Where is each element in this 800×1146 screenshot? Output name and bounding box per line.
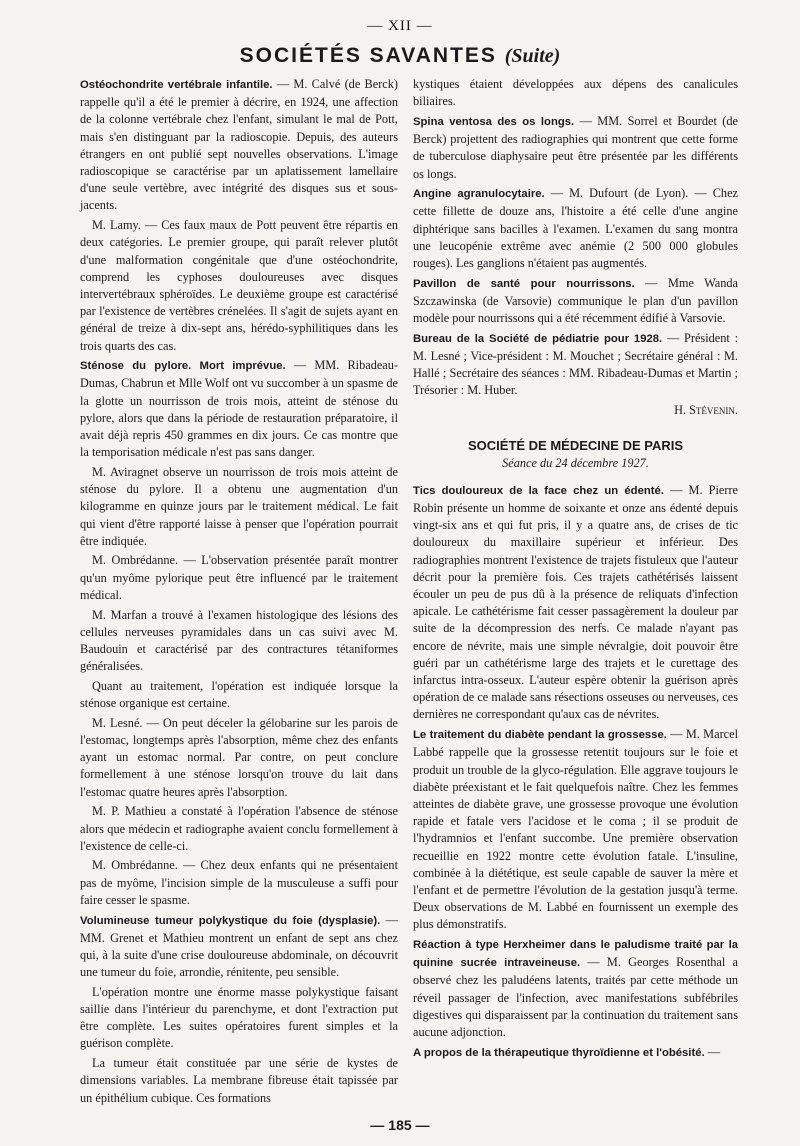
body-text: — M. Georges Rosenthal a observé chez les paludéens latents, traités par cette méthode un réveil passager de l'infection, avec manifestations subfébriles digestives qui disparaissent par la continuation du traitement sans aucune adjonction. (413, 955, 738, 1040)
body-text: — M. Marcel Labbé rappelle que la grossesse retentit toujours sur le foie et produit un trouble de la glyco-régulation. Elle aggrave toujours le diabète préexistant et le fait quelquefois naître. Chez les femmes atteintes de diabète grave, une grossesse provoque une évolution rapide et fatale vers l'acidose et le coma ; il se produit de l'hydramnios et l'enfant succombe. Une première observation recueillie en 1922 montre cette évolution fatale. L'insuline, combinée à la diététique, est seule capable de sauver la mère et l'enfant et de permettre l'évolution de la gestation jusqu'à terme. Deux observations de M. Labbé en fournissent un exemple des plus démonstratifs. (413, 727, 738, 932)
title-main: SOCIÉTÉS SAVANTES (239, 44, 497, 67)
paragraph: M. Ombrédanne. — L'observation présentée paraît montrer qu'un myôme pylorique peut être influencé par le traitement médical. (80, 553, 398, 602)
heading-thyroidienne: A propos de la thérapeutique thyroïdienne et l'obésité. (413, 1046, 705, 1059)
article-tumeur (80, 912, 398, 982)
article-osteochondrite (80, 76, 398, 215)
page-title (0, 44, 800, 68)
paragraph: L'opération montre une énorme masse polykystique faisant saillie dans l'intérieur du parenchyme, et dont l'extraction put être complète. Les suites opératoires furent simples et la guérison complète. (80, 984, 398, 1051)
article-tics (413, 482, 738, 724)
right-column (413, 76, 738, 1064)
paragraph: M. Aviragnet observe un nourrisson de trois mois atteint de sténose du pylore. Il a obtenu une augmentation d'un kilogramme en quinze jours par le traitement médical. Le fait qui vient d'être rapporté laisse à penser que l'opération pourrait être indiquée. (80, 464, 398, 548)
body-text: — Mme Wanda Szczawinska (de Varsovie) communique le plan d'un pavillon modèle pour nourrissons qui a été récemment édifié à Varsovie. (413, 275, 738, 326)
signature: H. Stévenin. (674, 403, 738, 418)
heading-osteochondrite: Ostéochondrite vertébrale infantile. (80, 79, 273, 91)
heading-diabete: Le traitement du diabète pendant la grossesse. (413, 729, 667, 742)
article-spina (413, 113, 738, 183)
body-text: — (704, 1044, 721, 1059)
heading-spina: Spina ventosa des os longs. (413, 115, 575, 128)
article-angine (413, 185, 738, 272)
left-column (80, 76, 398, 1109)
article-thyroidienne (413, 1044, 738, 1062)
heading-herxheimer: Réaction à type Herxheimer dans le paludisme traité par la quinine sucrée intraveineuse. (413, 939, 738, 970)
article-diabete (413, 726, 738, 933)
page-number: — 185 — (370, 1117, 430, 1133)
body-text: — Président : M. Lesné ; Vice-président : M. Mouchet ; Secrétaire général : M. Hallé ; Secrétaire des séances : MM. Ribadeau-Dumas et Martin ; Trésorier : M. Huber. (413, 330, 738, 398)
body-text: — M. Dufourt (de Lyon). — Chez cette fillette de douze ans, l'histoire a été celle d'une angine diphtérique sans bacilles à l'examen. L'examen du sang montra une leucopénie extrême avec anémie (2 500 000 globules rouges). Les ganglions n'étaient pas augmentés. (413, 186, 738, 271)
article-bureau (413, 330, 738, 400)
paragraph: kystiques étaient développées aux dépens des canalicules biliaires. (413, 77, 738, 109)
heading-pavillon: Pavillon de santé pour nourrissons. (413, 277, 635, 290)
article-pavillon (413, 275, 738, 328)
paragraph: M. Lamy. — Ces faux maux de Pott peuvent être répartis en deux catégories. Le premier groupe, qui paraît relever plutôt d'une malformation congénitale que d'une ostéochondrite, comprend les cyphoses douloureuses avec disques intervertébraux sphéroïdes. Le deuxième groupe est caractérisé par l'existence de vertèbres crénelées. Il s'agit de sujets ayant en général de treize à dix-sept ans, hérédo-syphilitiques dans les trois quarts des cas. (80, 218, 398, 353)
body-text: — MM. Grenet et Mathieu montrent un enfant de sept ans chez qui, à la suite d'une crise douloureuse abdominale, on découvrit une tumeur du foie, arrondie, rénitente, peu sensible. (80, 912, 398, 980)
paragraph: M. Marfan a trouvé à l'examen histologique des lésions des cellules nerveuses pyramidales dans un cas suivi avec M. Baudouin et caractérisé par des contractures tétaniformes généralisées. (80, 607, 398, 674)
body-text: — M. Calvé (de Berck) rappelle qu'il a été le premier à décrire, en 1924, une affection de la colonne vertébrale chez l'enfant, simulant le mal de Pott, mais s'en distinguant par la radioscopie. Depuis, des auteurs étrangers en ont publié sept nouvelles observations. L'image radioscopique se caractérise par un aplatissement lamellaire d'une seule vertèbre, avec intégrité des disques sus et sous-jacents. (80, 77, 398, 213)
paragraph: M. P. Mathieu a constaté à l'opération l'absence de sténose alors que médecin et radiographe avaient conclu formellement à l'existence de celle-ci. (80, 804, 398, 853)
title-suffix: (Suite) (504, 45, 561, 67)
heading-stenose: Sténose du pylore. Mort imprévue. (80, 360, 286, 373)
page-number-roman: — XII — (367, 18, 433, 34)
heading-tumeur: Volumineuse tumeur polykystique du foie (dysplasie). (80, 914, 381, 927)
body-text: — MM. Ribadeau-Dumas, Chabrun et Mlle Wolf ont vu succomber à un spasme de la glotte un nourrisson de trois mois, atteint de sténose du pylore, alors que dans la période de restauration préparatoire, il avait déjà repris 450 grammes en dix jours. Ce cas montre que la temporisation médicale n'est pas sans danger. (80, 358, 398, 460)
body-text: — MM. Sorrel et Bourdet (de Berck) projettent des radiographies qui montrent que cette forme de tuberculose diaphysaire peut être présentée par les différents os longs. (413, 113, 739, 181)
article-stenose (80, 357, 398, 461)
section-subtitle: Séance du 24 décembre 1927. (502, 455, 649, 470)
paragraph: La tumeur était constituée par une série de kystes de dimensions variables. La membrane fibreuse était tapissée par un épithélium cubique. Ces formations (80, 1056, 398, 1105)
heading-angine: Angine agranulocytaire. (413, 188, 545, 201)
paragraph: M. Ombrédanne. — Chez deux enfants qui ne présentaient pas de myôme, l'incision simple de la musculeuse a suffi pour faire cesser le spasme. (80, 858, 398, 907)
heading-bureau: Bureau de la Société de pédiatrie pour 1928. (413, 332, 663, 345)
section-title: SOCIÉTÉ DE MÉDECINE DE PARIS (467, 438, 683, 454)
paragraph: M. Lesné. — On peut déceler la gélobarine sur les parois de l'estomac, longtemps après l'absorption, même chez des enfants ayant un estomac normal. Par contre, on peut conclure formellement à une sténose lorsqu'on trouve du lait dans l'estomac quatre heures après l'absorption. (80, 715, 398, 799)
heading-tics: Tics douloureux de la face chez un édenté. (413, 484, 664, 497)
body-text: — M. Pierre Robin présente un homme de soixante et onze ans édenté depuis vingt-six ans et qui fut pris, il y a quatre ans, de crises de tic douloureux du maxillaire supérieur et inférieur. Des radiographies montrent l'existence de trajets fistuleux que l'auteur décrit pour la première fois. Ces trajets cathétérisés laissent écouler un peu de pus dû à la présence de reliquats d'infection apicale. Le cathétérisme fait cesser passagèrement la douleur par suite de la décompression des nerfs. Ce malade n'ayant pas encore de névrite, mais une simple névralgie, doit pouvoir être guéri par un cathétérisme large des trajets et le curettage des infarctus intra-osseux. L'auteur espère obtenir la guérison après opération de ce malade sans résections osseuses ou nerveuses, ces dernières ne correspondant qu'aux cas de névrites. (413, 482, 739, 722)
article-herxheimer (413, 936, 738, 1041)
paragraph: Quant au traitement, l'opération est indiquée lorsque la sténose organique est certaine. (80, 678, 398, 711)
